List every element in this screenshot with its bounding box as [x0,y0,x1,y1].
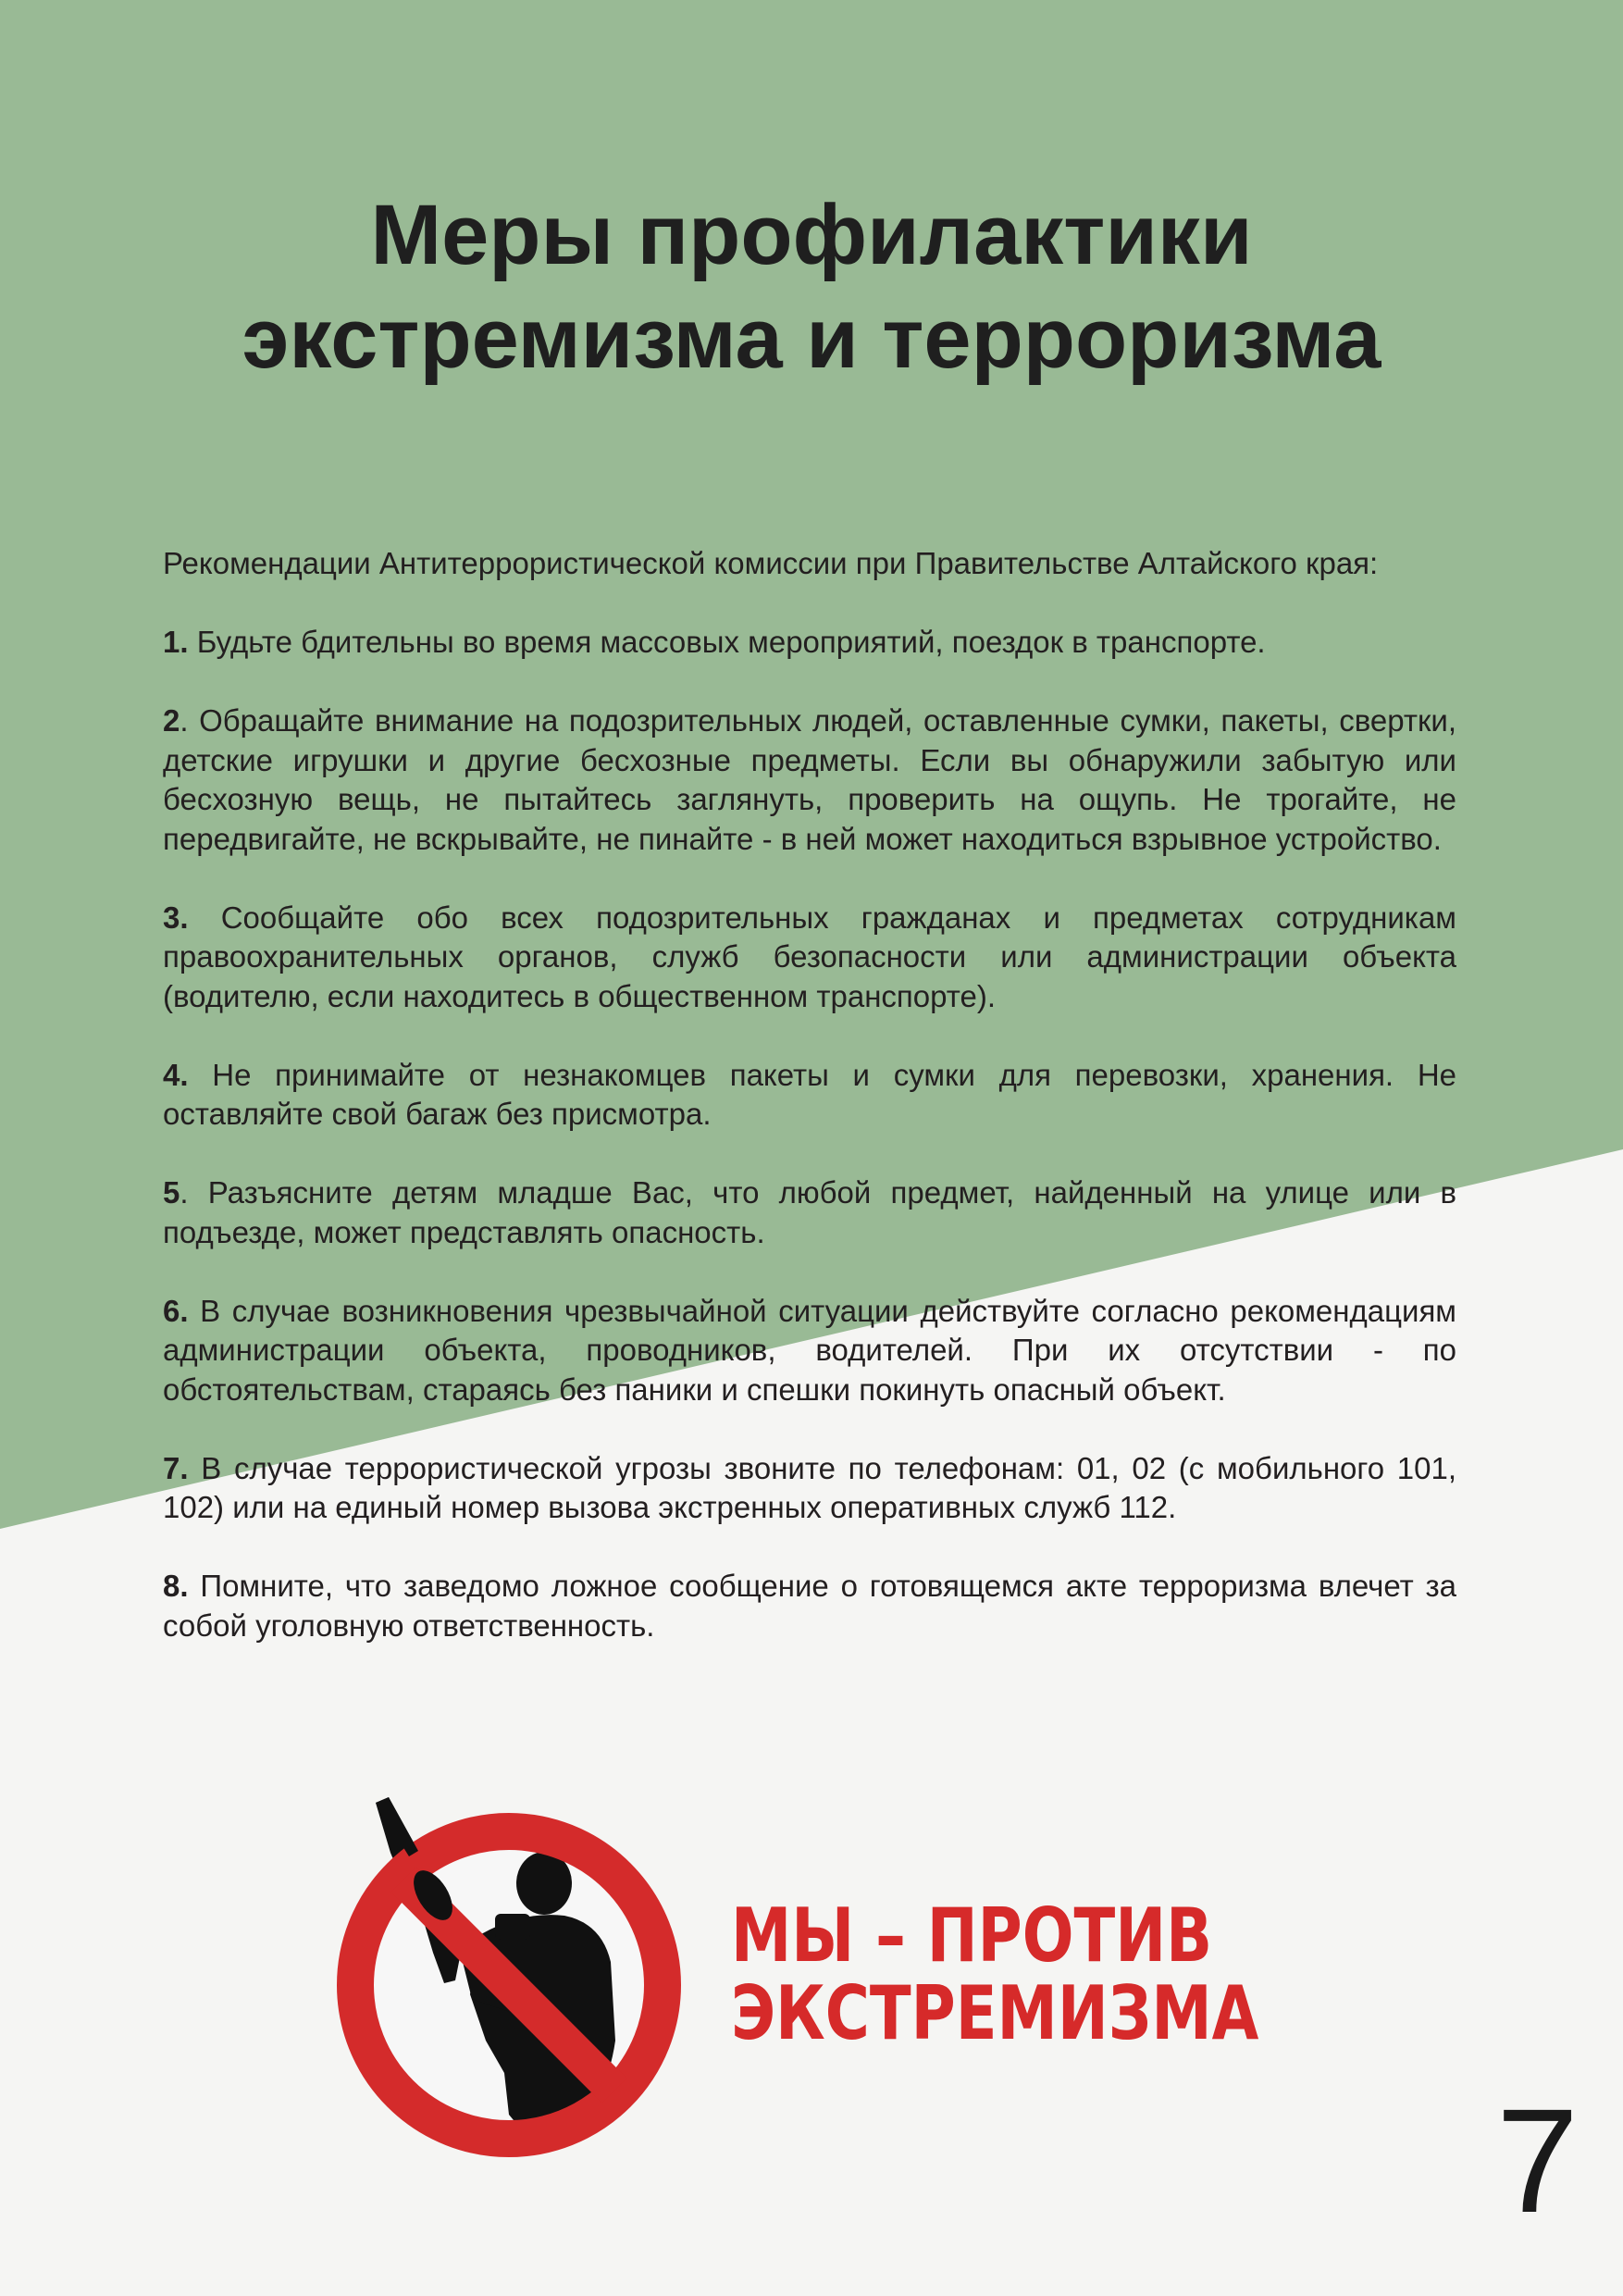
item-text: Не принимайте от незнакомцев пакеты и сумки для перевозки, хранения. Не оставляйте свой багаж без присмотра. [163,1057,1456,1131]
page-number: 7 [1496,2078,1579,2243]
intro-paragraph: Рекомендации Антитеррористической комиссии при Правительстве Алтайского края: [163,546,1379,580]
item-text: . Разъясните детям младше Вас, что любой предмет, найденный на улице или в подъезде, может представлять опасность. [163,1175,1456,1249]
slogan [731,1893,1259,2056]
item-number: 7. [163,1450,189,1485]
recommendation-item-1 [163,623,1456,663]
title-line-1: Меры профилактики [370,188,1253,282]
item-text: Сообщайте обо всех подозрительных гражданах и предметах сотрудникам правоохранительных органов, служб безопасности или администрации объекта (водителю, если находитесь в общественном транспорте). [163,900,1456,1013]
item-text: Помните, что заведомо ложное сообщение о готовящемся акте терроризма влечет за собой уголовную ответственность. [163,1569,1456,1643]
recommendation-item-5 [163,1173,1456,1252]
recommendation-item-6 [163,1292,1456,1410]
recommendation-item-8 [163,1567,1456,1645]
recommendation-item-3 [163,899,1456,1017]
item-number: 5 [163,1175,180,1210]
recommendation-item-2 [163,701,1456,859]
title-line-2: экстремизма и терроризма [242,292,1381,386]
item-text: В случае террористической угрозы звоните по телефонам: 01, 02 (с мобильного 101, 102) или на единый номер вызова экстренных оперативных служб 112. [163,1450,1456,1524]
item-number: 3. [163,900,189,935]
item-text: В случае возникновения чрезвычайной ситуации действуйте согласно рекомендациям администрации объекта, проводников, водителей. При их отсутствии - по обстоятельствам, стараясь без паники и спешки покинуть опасный объект. [163,1293,1456,1407]
page-title [0,183,1623,391]
item-number: 1. [163,625,189,659]
item-number: 8. [163,1569,189,1603]
slogan-line-1: МЫ – ПРОТИВ [731,1893,1213,1979]
recommendations-text [163,544,1456,1685]
slogan-line-2: ЭКСТРЕМИЗМА [731,1970,1259,2056]
no-terrorism-prohibition-sign-icon [333,1795,694,2166]
recommendation-item-4 [163,1056,1456,1135]
item-text: Будьте бдительны во время массовых мероприятий, поездок в транспорте. [188,625,1266,659]
recommendation-item-7 [163,1449,1456,1528]
item-number: 4. [163,1057,189,1092]
item-text: . Обращайте внимание на подозрительных людей, оставленные сумки, пакеты, свертки, детские игрушки и другие бесхозные предметы. Если вы обнаружили забытую или бесхозную вещь, не пытайтесь заглянуть, проверить на ощупь. Не трогайте, не передвигайте, не вскрывайте, не пинайте - в ней может находиться взрывное устройство. [163,703,1456,856]
item-number: 2 [163,703,180,738]
item-number: 6. [163,1293,189,1328]
